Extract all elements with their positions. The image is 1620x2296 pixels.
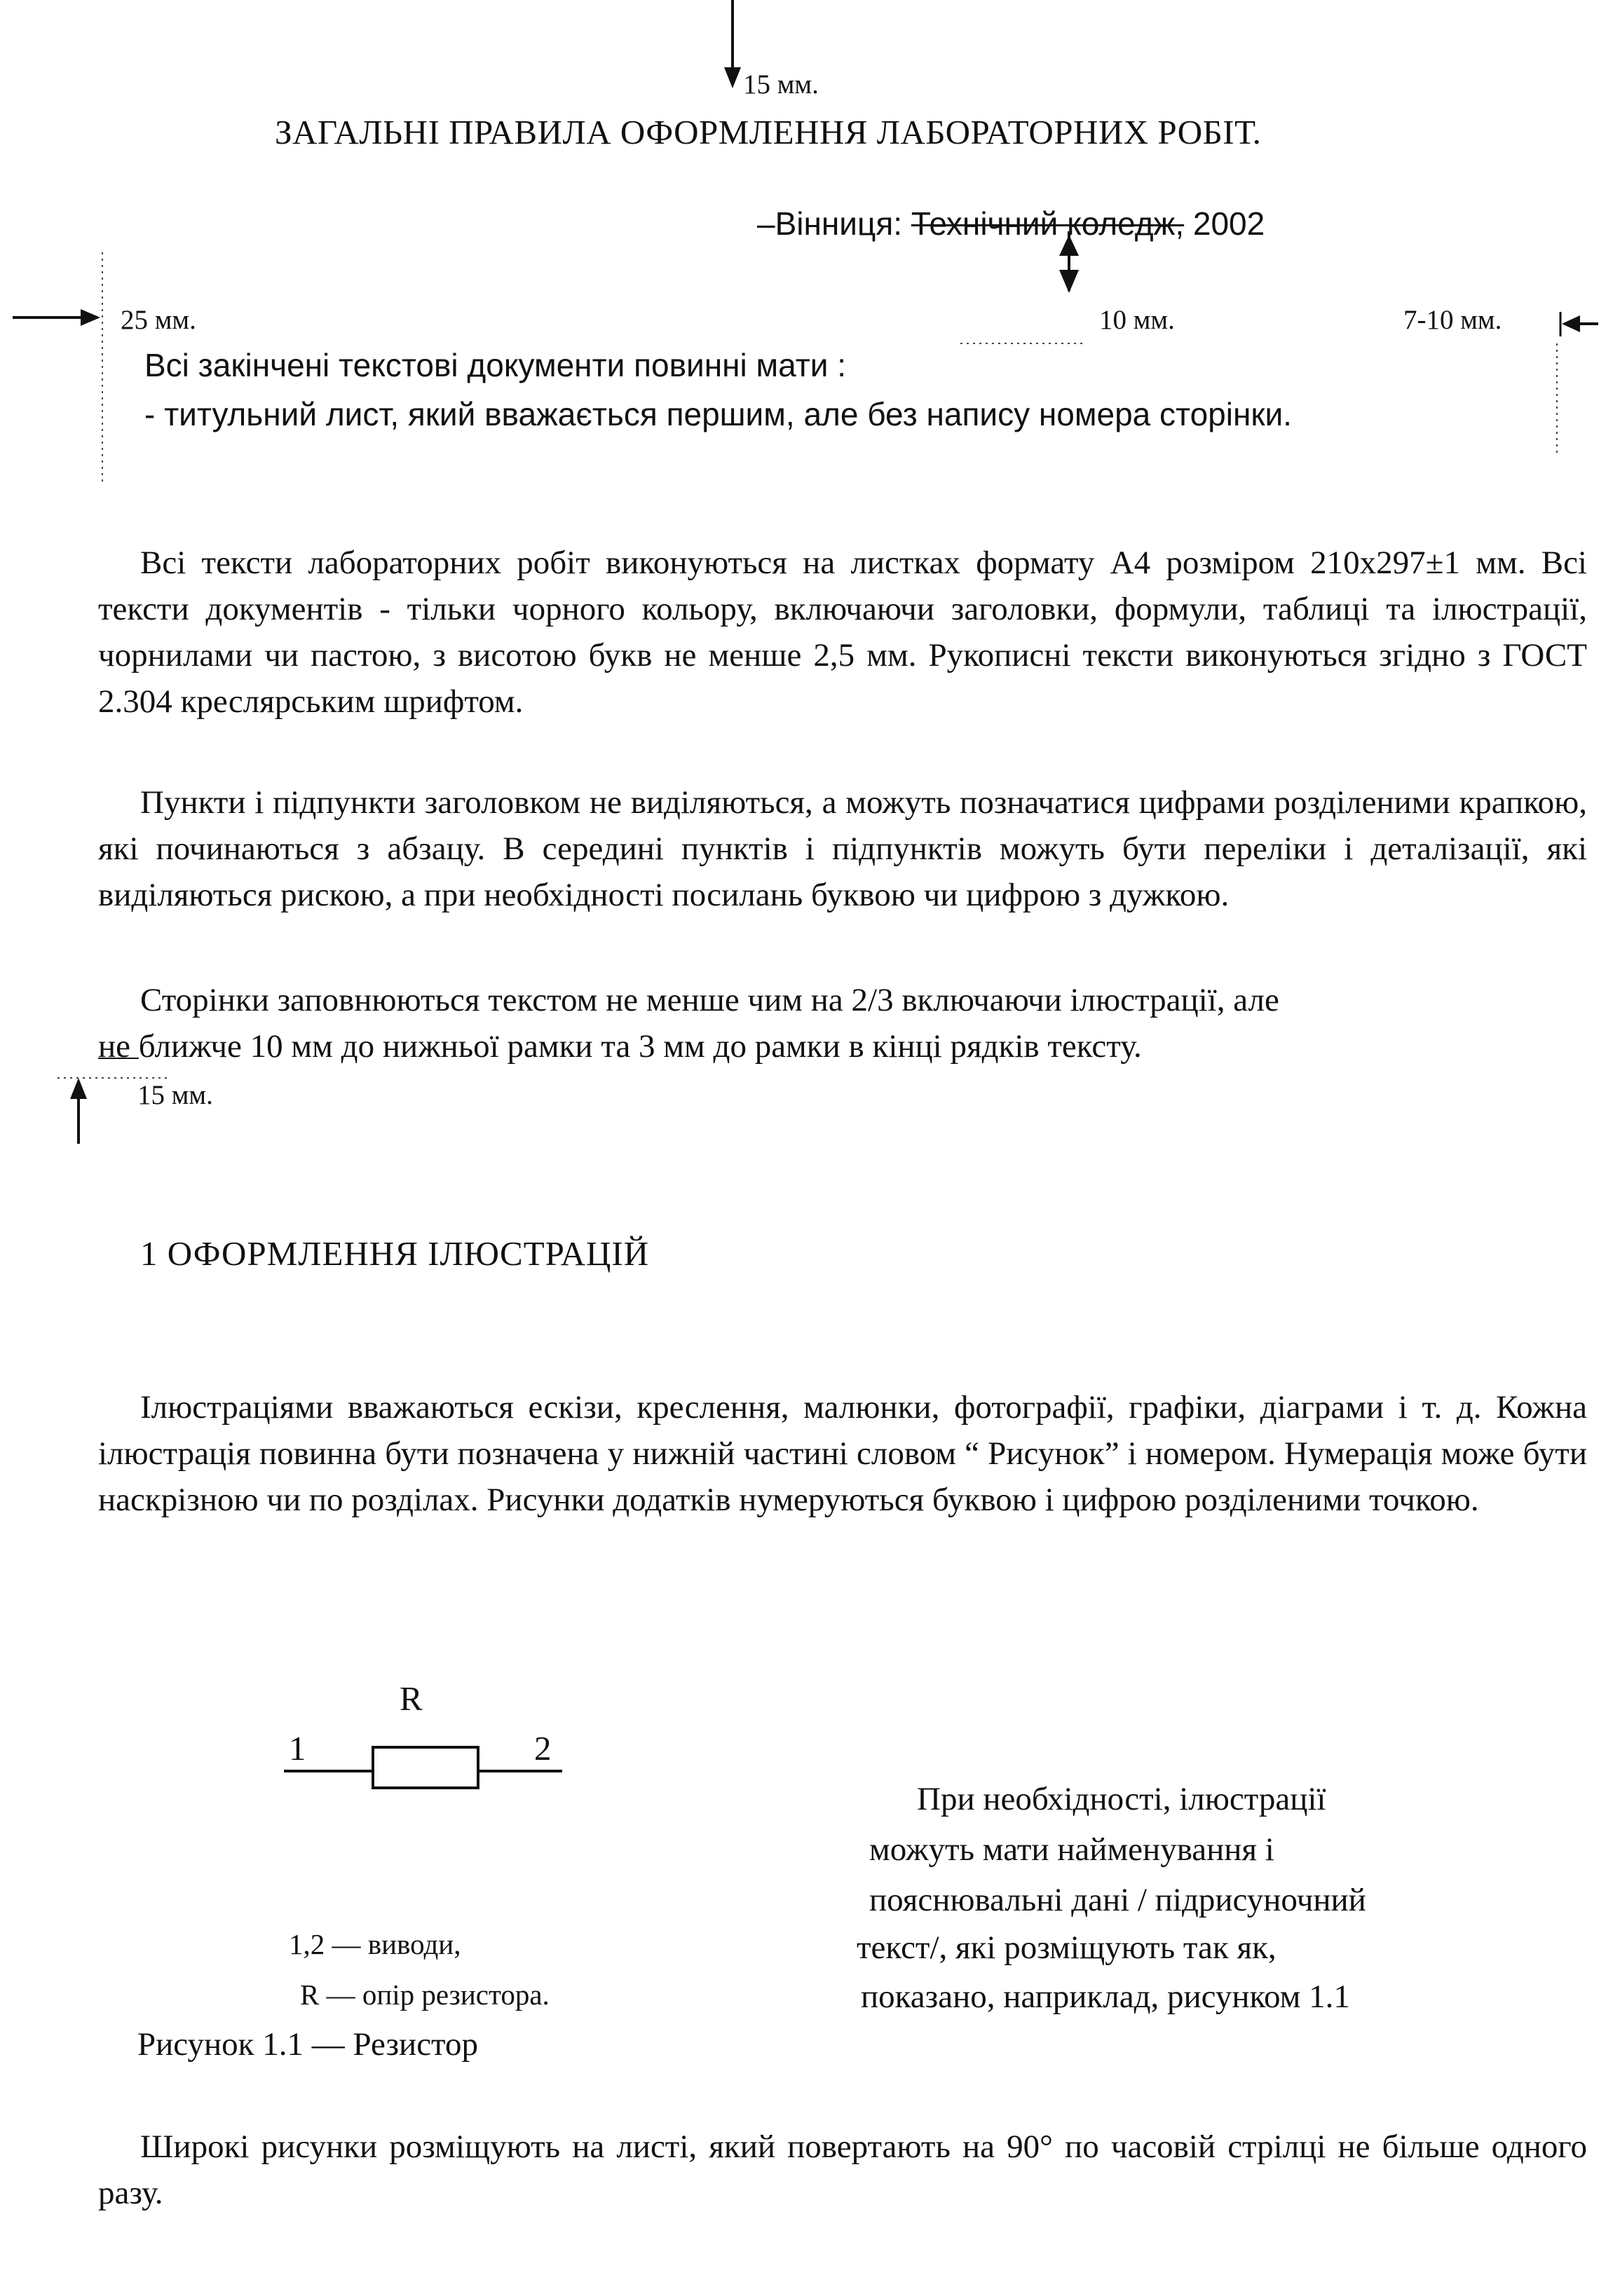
figure-legend-resistor: R — опір резистора. xyxy=(300,1979,550,2011)
left-margin-arrowhead xyxy=(81,309,100,326)
paragraph-fill-line-2 xyxy=(98,1027,1142,1065)
resistor-body xyxy=(373,1747,478,1788)
pin-1-label: 1 xyxy=(289,1729,306,1768)
section-paragraph: Ілюстраціями вважаються ескізи, креслення, малюнки, фотографії, графіки, діаграми і т. д. Кожна ілюстрація повинна бути позначена у нижній частині словом “ Рисунок” і номером. Нумерація може бути наскрізною чи по розділах. Рисунки додатків нумеруються буквою і цифрою розділеними точкою. xyxy=(98,1389,1587,1518)
top-margin-arrowhead xyxy=(724,67,741,88)
page-title: ЗАГАЛЬНІ ПРАВИЛА ОФОРМЛЕННЯ ЛАБОРАТОРНИХ РОБІТ. xyxy=(275,113,1262,151)
closing-paragraph: Широкі рисунки розміщують на листі, який повертають на 90° по часовій стрілці не більше одного разу. xyxy=(98,2128,1587,2211)
side-note-line-4: текст/, які розміщують так як, xyxy=(857,1929,1277,1966)
imprint-city: Вінниця: xyxy=(775,205,911,242)
side-note-line-1: При необхідності, ілюстрації xyxy=(917,1781,1326,1817)
paragraph-fill-line-2-rest: ближче 10 мм до нижньої рамки та 3 мм до рамки в кінці рядків тексту. xyxy=(138,1028,1142,1065)
intro-line-2: - титульний лист, який вважається першим, але без напису номера сторінки. xyxy=(144,396,1292,432)
paragraph-format: Всі тексти лабораторних робіт виконуються на листках формату А4 розміром 210х297±1 мм. Всі тексти документів - тільки чорного кольору, включаючи заголовки, формули, таблиці та ілюстрації, чорнилами чи пастою, з висотою букв не менше 2,5 мм. Рукописні тексти виконуються згідно з ГОСТ 2.304 креслярським шрифтом. xyxy=(98,545,1587,720)
resistor-symbol xyxy=(284,1747,562,1788)
top-margin-label: 15 мм. xyxy=(743,69,819,100)
imprint-year: 2002 xyxy=(1184,205,1265,242)
left-margin-label: 25 мм. xyxy=(121,305,196,335)
figure-legend-pins: 1,2 — виводи, xyxy=(289,1928,461,1960)
middle-arrow-down xyxy=(1059,270,1079,293)
bottom-margin-arrowhead xyxy=(70,1078,87,1099)
right-margin-arrowhead xyxy=(1562,315,1580,332)
paragraph-fill-line-1: Сторінки заповнюються текстом не менше чим на 2/3 включаючи ілюстрації, але xyxy=(140,982,1279,1018)
imprint-dash: – xyxy=(757,205,775,242)
side-note-line-3: пояснювальні дані / підрисуночний xyxy=(869,1882,1366,1918)
imprint-line xyxy=(757,205,1265,242)
imprint-publisher: Технічний коледж, xyxy=(911,205,1185,242)
section-heading: 1 ОФОРМЛЕННЯ ІЛЮСТРАЦІЙ xyxy=(140,1234,650,1273)
resistor-label: R xyxy=(400,1679,423,1718)
pin-2-label: 2 xyxy=(534,1729,552,1768)
intro-line-1: Всі закінчені текстові документи повинні мати : xyxy=(144,347,847,383)
right-margin-label: 7-10 мм. xyxy=(1403,305,1502,335)
figure-caption: Рисунок 1.1 — Резистор xyxy=(137,2026,478,2063)
underlined-word: не xyxy=(98,1028,139,1065)
side-note-line-2: можуть мати найменування і xyxy=(869,1831,1274,1868)
middle-margin-label: 10 мм. xyxy=(1099,305,1175,335)
bottom-margin-label: 15 мм. xyxy=(137,1080,213,1110)
side-note-line-5: показано, наприклад, рисунком 1.1 xyxy=(861,1979,1350,2015)
paragraph-items: Пункти і підпункти заголовком не виділяються, а можуть позначатися цифрами розділеними крапкою, які починаються з абзацу. В середині пунктів і підпунктів можуть бути переліки і деталізації, які виділяються рискою, а при необхідності посилань буквою чи цифрою з дужкою. xyxy=(98,784,1587,913)
